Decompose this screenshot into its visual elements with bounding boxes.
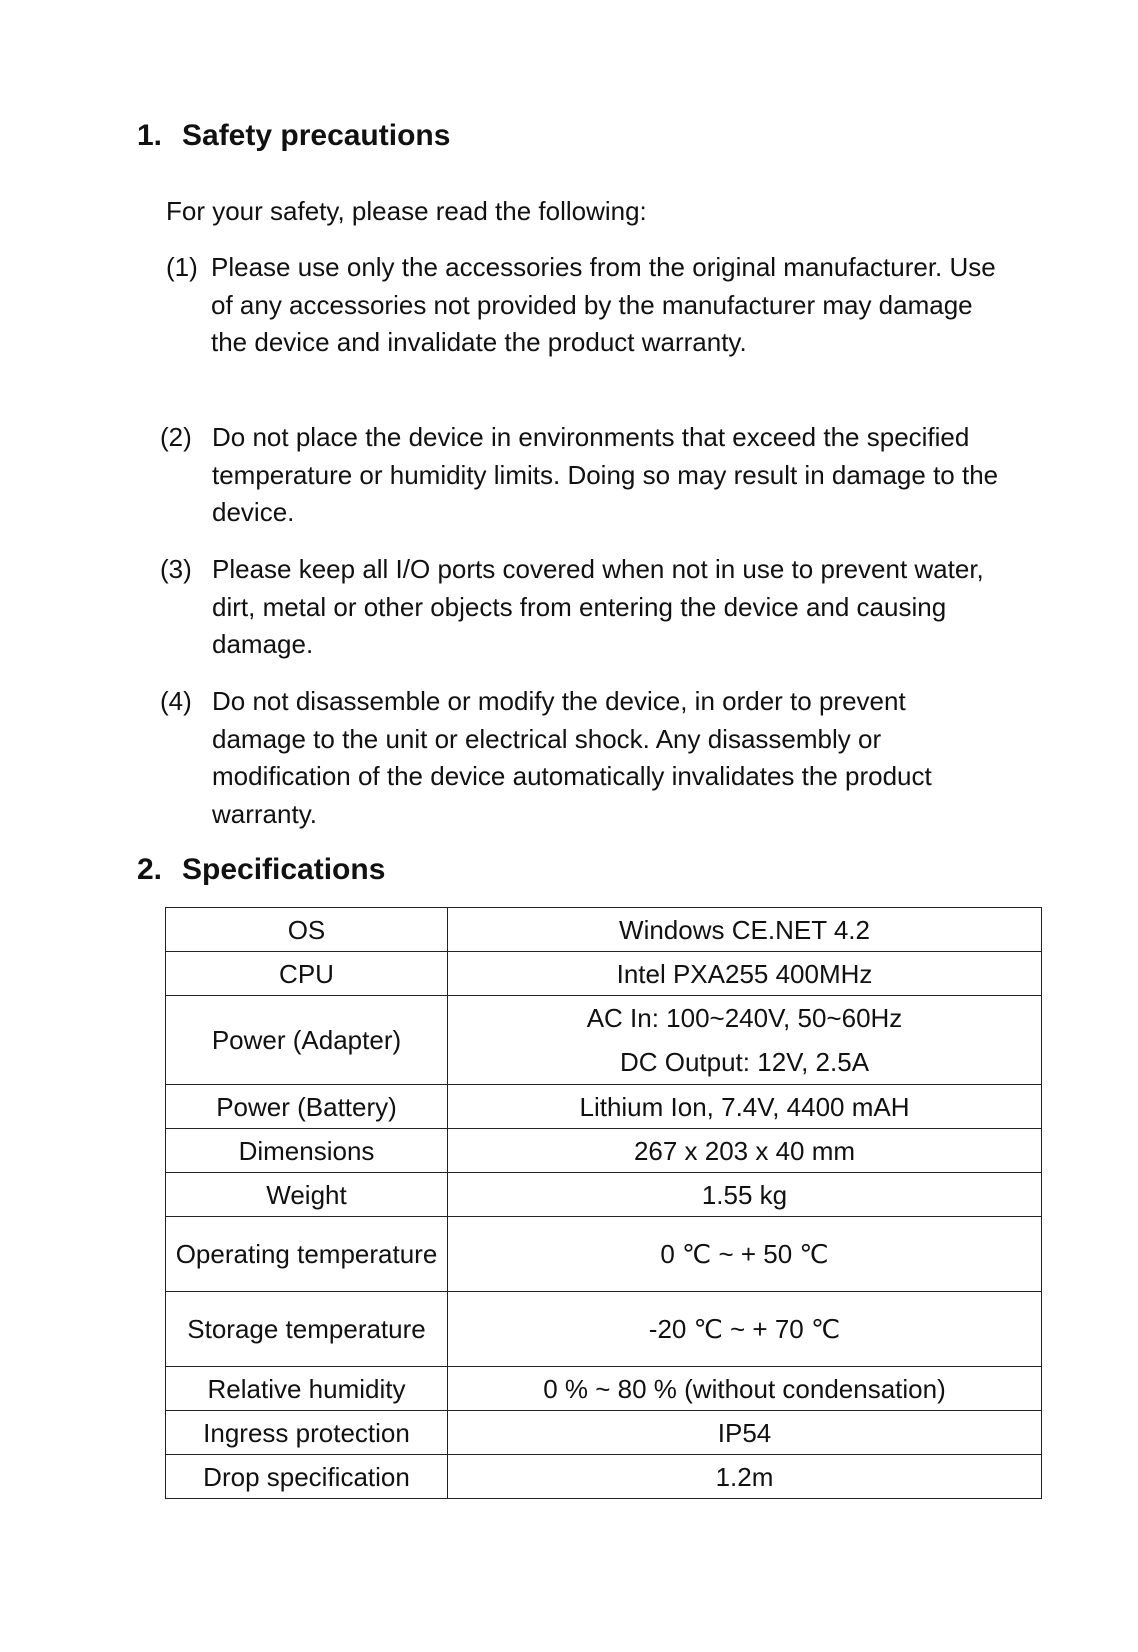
spec-label: Ingress protection [166,1411,448,1455]
item-marker: (2) [160,422,192,452]
spec-label: Drop specification [166,1455,448,1499]
specifications-table [165,907,1042,1499]
spec-value: 1.55 kg [448,1173,1042,1217]
spec-label: Operating temperature [166,1217,448,1292]
table-row [166,996,1042,1085]
spec-label: Storage temperature [166,1292,448,1367]
safety-item-4 [160,683,1002,833]
section-title: Specifications [182,853,386,886]
safety-intro: For your safety, please read the following: [166,196,647,226]
table-row [166,1292,1042,1367]
item-marker: (1) [166,252,198,282]
safety-item-3 [160,551,1002,664]
safety-item-1 [166,249,1001,362]
spec-value: Lithium Ion, 7.4V, 4400 mAH [448,1085,1042,1129]
spec-value: 1.2m [448,1455,1042,1499]
item-text: Please keep all I/O ports covered when not in use to prevent water, dirt, metal or other objects from entering the device and causing damage. [212,554,984,659]
spec-label: OS [166,908,448,952]
spec-value: 0 % ~ 80 % (without condensation) [448,1367,1042,1411]
table-row [166,952,1042,996]
table-row [166,1085,1042,1129]
spec-value-line: AC In: 100~240V, 50~60Hz [586,1003,903,1033]
spec-label: Weight [166,1173,448,1217]
section-heading-safety [137,118,450,154]
spec-label: Relative humidity [166,1367,448,1411]
spec-value-line: DC Output: 12V, 2.5A [619,1047,870,1077]
spec-label: CPU [166,952,448,996]
item-text: Do not place the device in environments that exceed the specified temperature or humidity limits. Doing so may result in damage to the device. [212,422,999,527]
table-row [166,1173,1042,1217]
spec-label: Dimensions [166,1129,448,1173]
spec-value: -20 ℃ ~ + 70 ℃ [448,1292,1042,1367]
spec-value: Windows CE.NET 4.2 [448,908,1042,952]
spec-value: 267 x 203 x 40 mm [448,1129,1042,1173]
table-row [166,908,1042,952]
table-row [166,1455,1042,1499]
spec-label: Power (Adapter) [166,996,448,1085]
section-title: Safety precautions [182,119,451,152]
item-marker: (3) [160,554,192,584]
item-text: Do not disassemble or modify the device, in order to prevent damage to the unit or electrical shock. Any disassembly or modification of the device automatically invalidates the product warranty. [212,686,932,829]
spec-label: Power (Battery) [166,1085,448,1129]
spec-value [448,996,1042,1085]
safety-item-2 [160,419,1002,532]
table-row [166,1411,1042,1455]
section-heading-specifications [137,852,385,888]
item-text: Please use only the accessories from the original manufacturer. Use of any accessories not provided by the manufacturer may damage the device and invalidate the product warranty. [211,252,996,357]
item-marker: (4) [160,686,192,716]
spec-value: Intel PXA255 400MHz [448,952,1042,996]
spec-value: 0 ℃ ~ + 50 ℃ [448,1217,1042,1292]
table-row [166,1217,1042,1292]
table-row [166,1367,1042,1411]
spec-value: IP54 [448,1411,1042,1455]
section-number: 1. [137,119,163,152]
section-number: 2. [137,853,163,886]
table-row [166,1129,1042,1173]
